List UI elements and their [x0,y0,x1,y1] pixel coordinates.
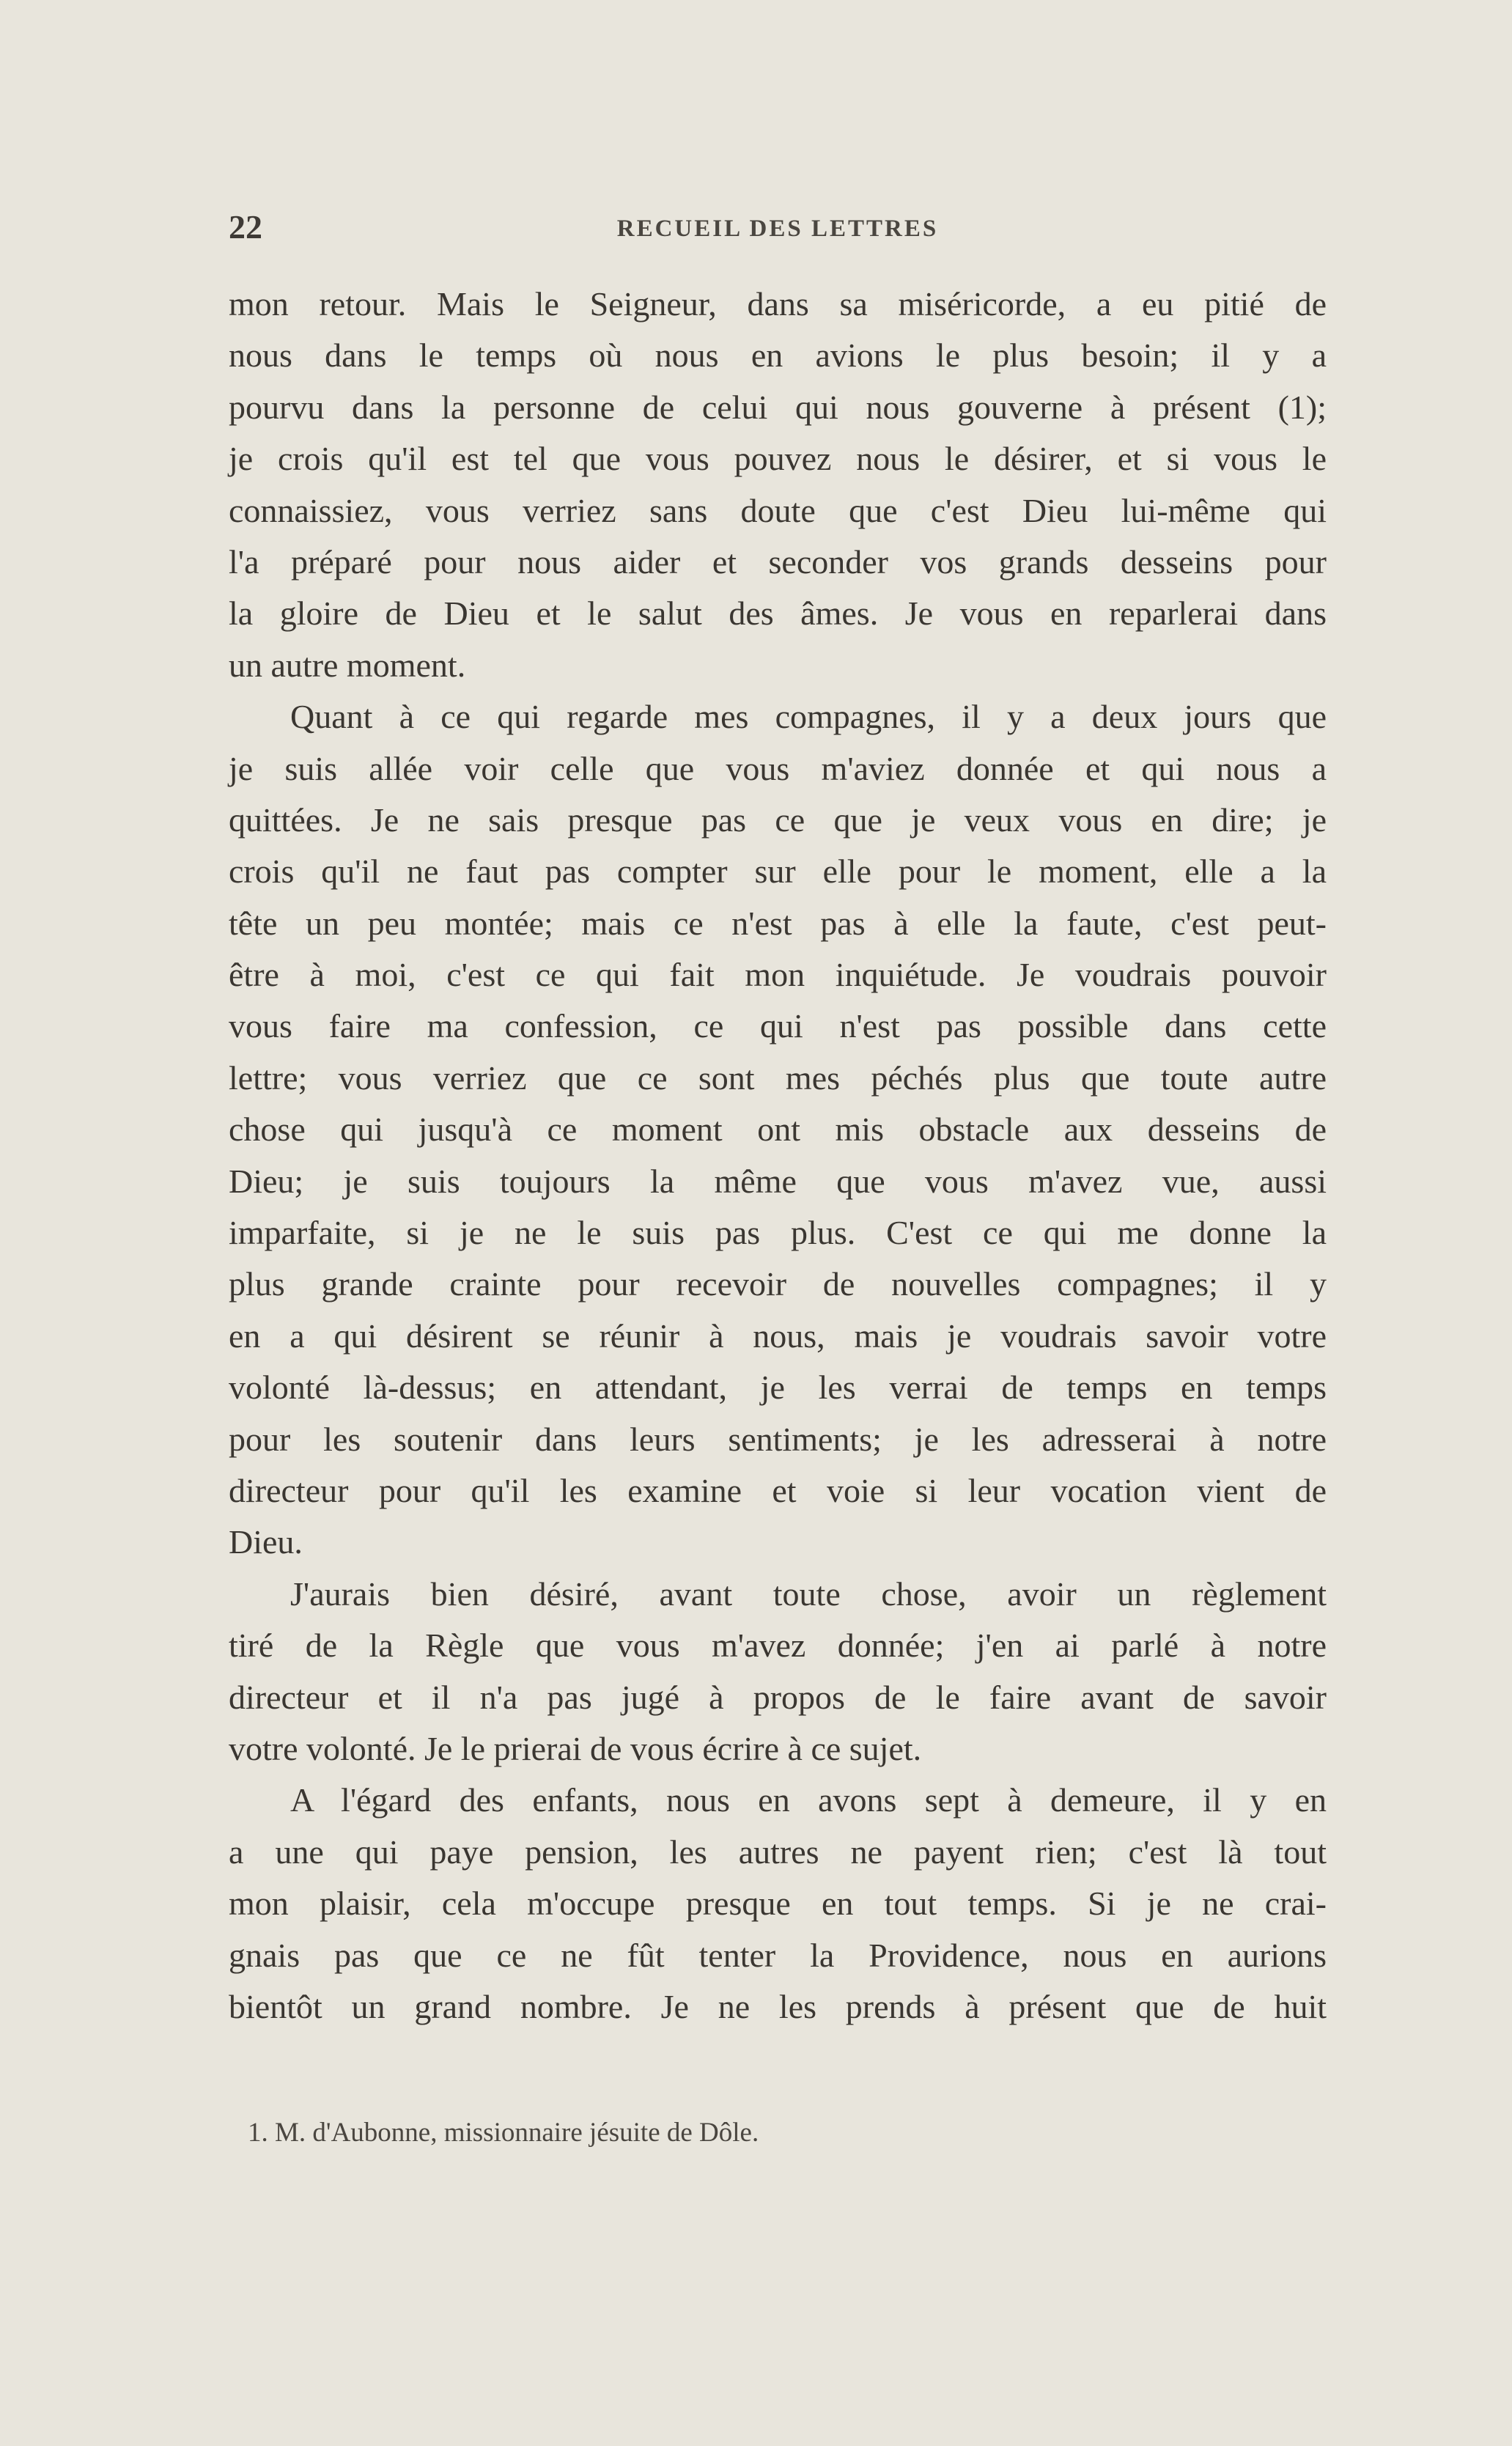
text-line: Dieu; je suis toujours la même que vous m'avez vue, aussi [229,1162,1327,1200]
paragraph-first-line: Quant à ce qui regarde mes compagnes, il y a deux jours que [290,698,1327,736]
text-line: chose qui jusqu'à ce moment ont mis obstacle aux desseins de [229,1110,1327,1149]
text-line: gnais pas que ce ne fût tenter la Providence, nous en aurions [229,1936,1327,1974]
text-line: directeur pour qu'il les examine et voie si leur vocation vient de [229,1471,1327,1509]
text-line: tête un peu montée; mais ce n'est pas à elle la faute, c'est peut- [229,904,1327,942]
text-line: être à moi, c'est ce qui fait mon inquiétude. Je voudrais pouvoir [229,956,1327,994]
text-line: la gloire de Dieu et le salut des âmes. Je vous en reparlerai dans [229,594,1327,633]
page-number: 22 [229,208,262,246]
text-line: pourvu dans la personne de celui qui nous gouverne à présent (1); [229,388,1327,426]
text-line: mon retour. Mais le Seigneur, dans sa miséricorde, a eu pitié de [229,285,1327,323]
text-line: connaissiez, vous verriez sans doute que c'est Dieu lui-même qui [229,491,1327,529]
text-line: mon plaisir, cela m'occupe presque en tout temps. Si je ne crai- [229,1885,1327,1923]
text-line: imparfaite, si je ne le suis pas plus. C'est ce qui me donne la [229,1214,1327,1252]
text-line: un autre moment. [229,646,466,684]
text-line: pour les soutenir dans leurs sentiments; je les adresserai à notre [229,1420,1327,1458]
page-header [229,210,1327,245]
text-line: quittées. Je ne sais presque pas ce que je veux vous en dire; je [229,800,1327,839]
text-line: Dieu. [229,1523,303,1561]
running-title: RECUEIL DES LETTRES [616,216,939,242]
text-line: en a qui désirent se réunir à nous, mais je voudrais savoir votre [229,1316,1327,1355]
text-line: tiré de la Règle que vous m'avez donnée; j'en ai parlé à notre [229,1627,1327,1665]
text-line: votre volonté. Je le prierai de vous écrire à ce sujet. [229,1729,922,1767]
text-line: volonté là-dessus; en attendant, je les verrai de temps en temps [229,1368,1327,1407]
text-line: vous faire ma confession, ce qui n'est pas possible dans cette [229,1007,1327,1045]
text-line: je crois qu'il est tel que vous pouvez nous le désirer, et si vous le [229,440,1327,478]
footnote: 1. M. d'Aubonne, missionnaire jésuite de Dôle. [248,2118,759,2148]
text-line: l'a préparé pour nous aider et seconder vos grands desseins pour [229,542,1327,581]
text-line: lettre; vous verriez que ce sont mes péchés plus que toute autre [229,1058,1327,1097]
text-line: nous dans le temps où nous en avions le plus besoin; il y a [229,336,1327,375]
paragraph-first-line: A l'égard des enfants, nous en avons sept à demeure, il y en [290,1781,1327,1819]
paragraph-first-line: J'aurais bien désiré, avant toute chose, avoir un règlement [290,1574,1327,1613]
text-line: a une qui paye pension, les autres ne payent rien; c'est là tout [229,1832,1327,1871]
text-line: crois qu'il ne faut pas compter sur elle pour le moment, elle a la [229,852,1327,891]
text-line: plus grande crainte pour recevoir de nouvelles compagnes; il y [229,1265,1327,1303]
text-line: je suis allée voir celle que vous m'aviez donnée et qui nous a [229,749,1327,787]
letter-body [229,279,1327,2033]
text-line: directeur et il n'a pas jugé à propos de le faire avant de savoir [229,1678,1327,1716]
text-line: bientôt un grand nombre. Je ne les prends à présent que de huit [229,1987,1327,2025]
